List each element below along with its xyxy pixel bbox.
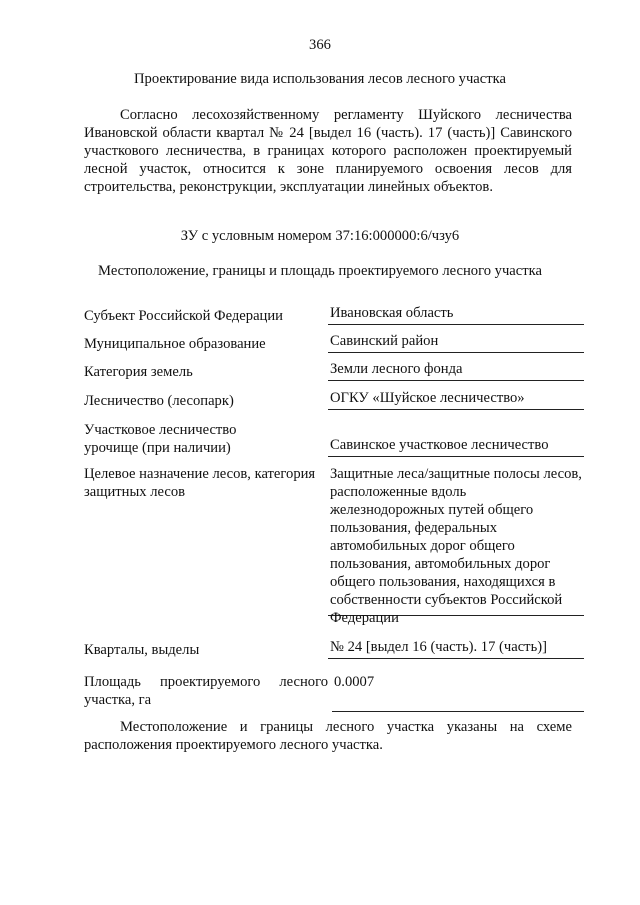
row-value: Земли лесного фонда (328, 360, 584, 381)
parameters-table (84, 297, 584, 712)
row-label: Категория земель (84, 364, 193, 380)
row-label: Субъект Российской Федерации (84, 308, 283, 324)
table-row (84, 381, 584, 410)
plot-heading: ЗУ с условным номером 37:16:000000:6/чзу6 (180, 228, 460, 244)
row-label: Лесничество (лесопарк) (84, 393, 234, 409)
table-row (84, 673, 584, 712)
closing-paragraph: Местоположение и границы лесного участка указаны на схеме расположения проектируемого лесного участка. (84, 719, 572, 753)
row-label: Кварталы, выделы (84, 642, 200, 658)
row-label: Площадь проектируемого лесного участка, га (84, 674, 328, 708)
row-value: Защитные леса/защитные полосы лесов, расположенные вдоль железнодорожных путей общего пользования, федеральных автомобильных дорог общего пользования, автомобильных дорог общего пользования, находящихся в собственности субъектов Российской Федерации (328, 465, 584, 616)
table-row (84, 410, 584, 457)
row-label: Целевое назначение лесов, категория защитных лесов (84, 466, 316, 500)
table-row (84, 297, 584, 325)
table-row (84, 465, 584, 631)
row-value: Савинское участковое лесничество (328, 436, 584, 457)
table-heading: Местоположение, границы и площадь проектируемого лесного участка (98, 263, 542, 279)
row-value: 0.0007 (332, 673, 584, 712)
row-label: Муниципальное образование (84, 336, 266, 352)
intro-paragraph: Согласно лесохозяйственному регламенту Шуйского лесничества Ивановской области квартал № 24 [выдел 16 (часть). 17 (часть)] Савинского участкового лесничества, в границах которого расположен проектируемый лесной участок, относится к зоне планируемого освоения лесов для строительства, реконструкции, эксплуатации линейных объектов. (84, 107, 572, 195)
row-value: Савинский район (328, 332, 584, 353)
row-value: Ивановская область (328, 304, 584, 325)
table-row (84, 353, 584, 381)
row-value: № 24 [выдел 16 (часть). 17 (часть)] (328, 638, 584, 659)
row-label: Участковое лесничество урочище (при наличии) (84, 422, 237, 456)
table-row (84, 325, 584, 353)
row-value: ОГКУ «Шуйское лесничество» (328, 389, 584, 410)
table-row (84, 631, 584, 659)
page-number: 366 (309, 37, 331, 53)
section-title: Проектирование вида использования лесов лесного участка (134, 71, 506, 87)
